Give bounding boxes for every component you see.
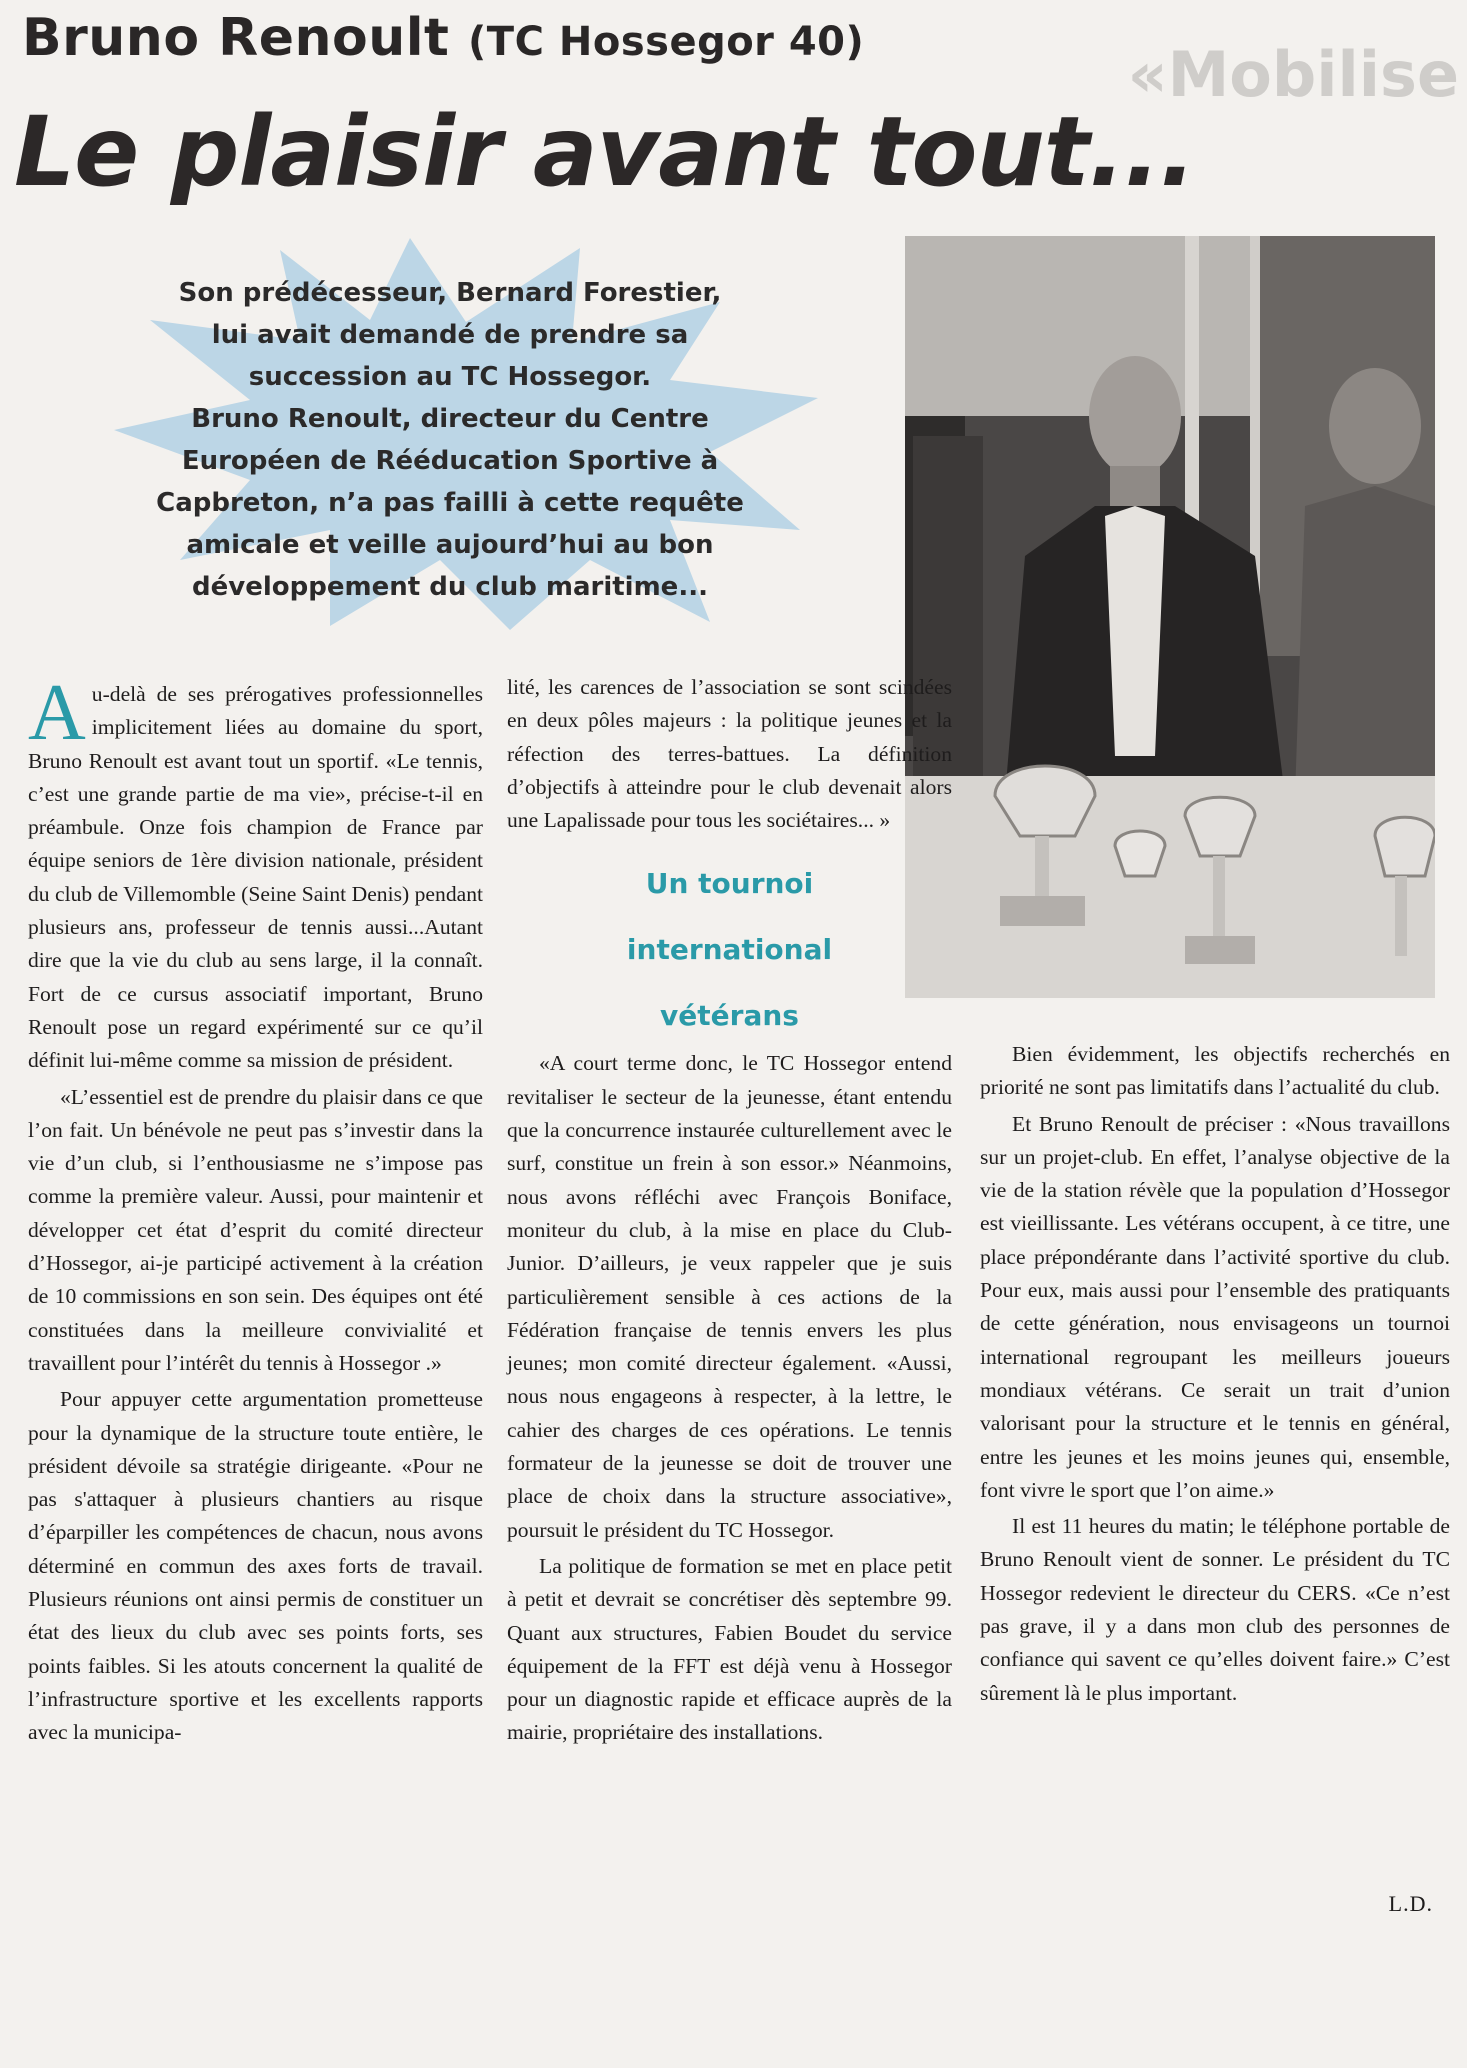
body-paragraph: Pour appuyer cette argumentation prometteuse pour la dynamique de la structure toute entière, le président dévoile sa stratégie dirigeante. «Pour ne pas s'attaquer à plusieurs chantiers au risque d’éparpiller les compétences de chacun, nous avons déterminé en commun des axes forts de travail. Plusieurs réunions ont ainsi permis de constituer un état des lieux du club avec ses points forts, ses points faibles. Si les atouts concernent la qualité de l’infrastructure sportive et les excellents rapports avec la municipa- (28, 1387, 483, 1745)
kicker (22, 8, 864, 68)
body-column-1 (28, 669, 483, 1753)
body-paragraph: «A court terme donc, le TC Hossegor entend revitaliser le secteur de la jeunesse, étant entendu que la concurrence instaurée culturellement avec le surf, constitue un frein à son essor.» Néanmoins, nous avons réfléchi avec François Boniface, moniteur du club, à la mise en place du Club-Junior. D’ailleurs, je veux rappeler que je suis particulièrement sensible à ces actions de la Fédération française de tennis envers les plus jeunes; mon comité directeur également. «Aussi, nous nous engageons à respecter, à la lettre, le cahier des charges de ces opérations. Le tennis formateur de la jeunesse se doit de trouver une place de choix dans la structure associative», poursuit le président du TC Hossegor. (507, 1051, 952, 1542)
subhead-line: vétérans (660, 999, 799, 1033)
lead-line: Son prédécesseur, Bernard Forestier, (178, 278, 722, 308)
body-paragraph: «L’essentiel est de prendre du plaisir dans ce que l’on fait. Un bénévole ne peut pas s’investir dans la vie d’un club, si l’enthousiasme ne s’impose pas comme la première valeur. Aussi, pour maintenir et développer cet état d’esprit du comité directeur d’Hossegor, ai-je participé activement à la création de 10 commissions en son sein. Des équipes ont été constituées dans la meilleure convivialité et travaillent pour l’intérêt du tennis à Hossegor .» (28, 1084, 483, 1375)
kicker-name: Bruno Renoult (22, 8, 450, 68)
body-column-3 (980, 1038, 1450, 1713)
lead-line: Européen de Rééducation Sportive à (181, 446, 719, 476)
body-paragraph: Et Bruno Renoult de préciser : «Nous travaillons sur un projet-club. En effet, l’analyse objective de la vie de la station révèle que la population d’Hossegor est vieillissante. Les vétérans occupent, à ce titre, une place prépondérante dans l’activité sportive du club. Pour eux, mais aussi pour l’ensemble des pratiquants de cette génération, nous envisageons un tournoi international regroupant les meilleurs joueurs mondiaux vétérans. Ce serait un trait d’union valorisant pour la structure et le tennis en général, entre les jeunes et les moins jeunes qui, ensemble, font vivre le sport que l’on aime.» (980, 1111, 1450, 1502)
portrait-photo (905, 236, 1435, 998)
lead-line: succession au TC Hossegor. (248, 362, 652, 392)
lead-line: lui avait demandé de prendre sa (211, 320, 689, 350)
body-column-2 (507, 671, 952, 1753)
body-paragraph: lité, les carences de l’association se sont scindées en deux pôles majeurs : la politique jeunes et la réfection des terres-battues. La définition d’objectifs à atteindre pour le club devenait alors une Lapalissade pour tous les sociétaires... » (507, 675, 952, 833)
opening-text: u-delà de ses prérogatives professionnelles implicitement liées au domaine du sport, Bruno Renoult est avant tout un sportif. «Le tennis, c’est une grande partie de ma vie», précise-t-il en préambule. Onze fois champion de France par équipe seniors de 1ère division nationale, président du club de Villemomble (Seine Saint Denis) pendant plusieurs ans, professeur de tennis aussi...Autant dire que la vie du club au sens large, il la connaît. Fort de ce cursus associatif important, Bruno Renoult pose un regard expérimenté sur ce qu’il définit lui-même comme sa mission de président. (28, 682, 483, 1073)
author-signature: L.D. (1388, 1891, 1433, 1916)
subhead-line: international (626, 933, 833, 967)
facing-page-headline-fragment: «Mobilise (1127, 38, 1459, 111)
lead-line: développement du club maritime... (192, 572, 708, 602)
headline: Le plaisir avant tout... (14, 96, 1196, 208)
lead-line: Capbreton, n’a pas failli à cette requête (156, 488, 744, 518)
drop-cap: A (28, 669, 86, 757)
lead-paragraph (140, 272, 760, 608)
kicker-club: (TC Hossegor 40) (468, 19, 865, 65)
lead-line: Bruno Renoult, directeur du Centre (191, 404, 709, 434)
lead-line: amicale et veille aujourd’hui au bon (186, 530, 714, 560)
subhead-line: Un tournoi (645, 867, 814, 901)
body-paragraph: Il est 11 heures du matin; le téléphone portable de Bruno Renoult vient de sonner. Le président du TC Hossegor redevient le directeur du CERS. «Ce n’est pas grave, il y a dans mon club des personnes de confiance qui savent ce qu’elles doivent faire.» C’est sûrement là le plus important. (980, 1514, 1450, 1705)
body-paragraph: La politique de formation se met en place petit à petit et devrait se concrétiser dès septembre 99. Quant aux structures, Fabien Boudet du service équipement de la FFT est déjà venu à Hossegor pour un diagnostic rapide et efficace auprès de la mairie, propriétaire des installations. (507, 1553, 952, 1745)
body-paragraph: Bien évidemment, les objectifs recherchés en priorité ne sont pas limitatifs dans l’actualité du club. (980, 1042, 1450, 1100)
body-paragraph (28, 669, 483, 1078)
section-subhead (507, 851, 952, 1049)
